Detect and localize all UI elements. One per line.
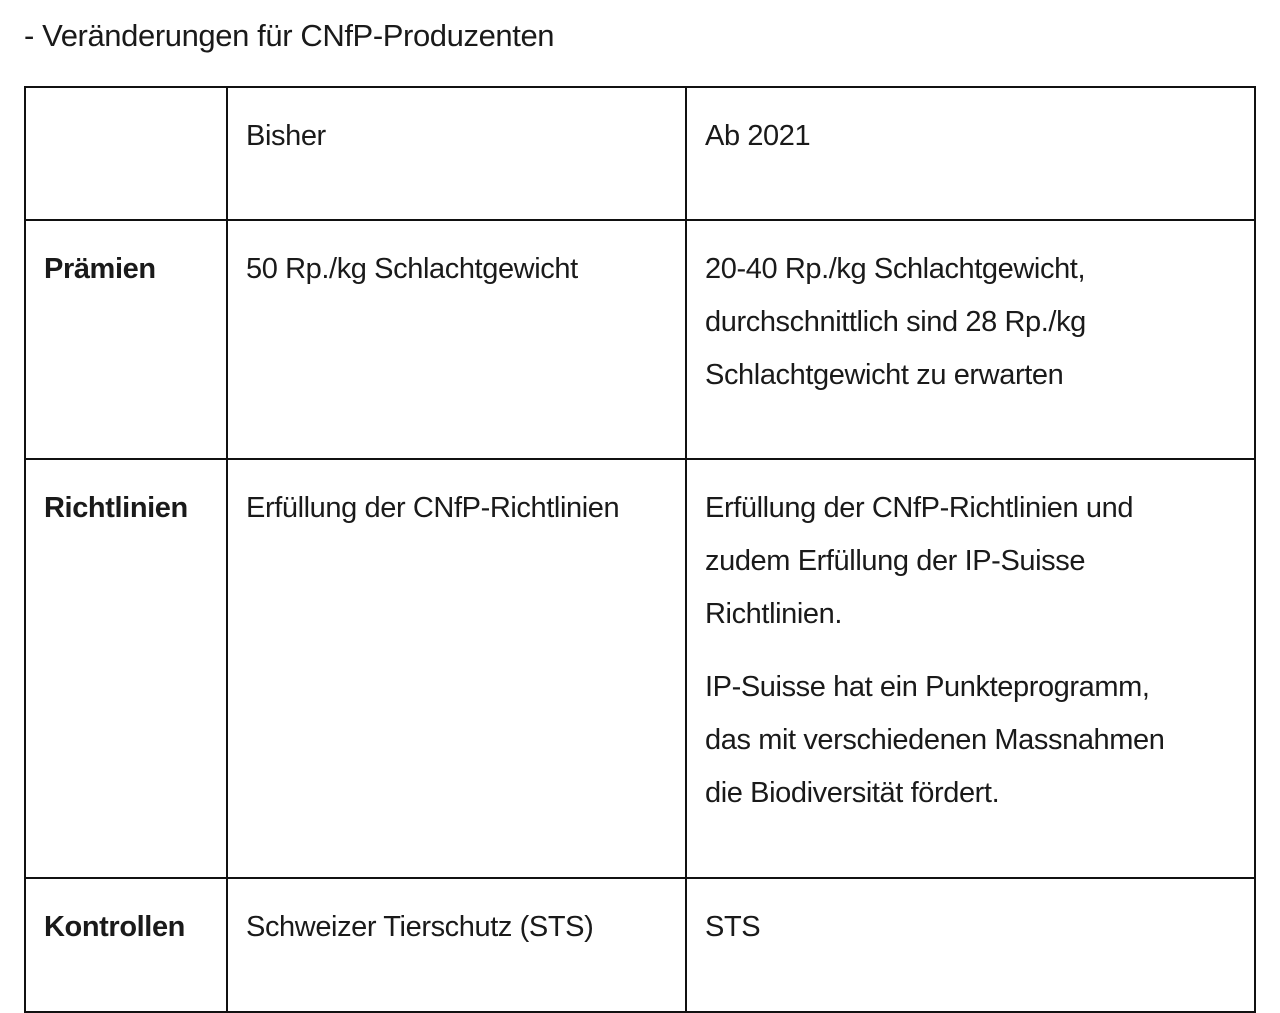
cell-line: Schlachtgewicht zu erwarten (705, 359, 1064, 391)
header-cell-empty (25, 87, 227, 220)
table-header-row (25, 87, 1255, 220)
row-label-praemien: Prämien (25, 220, 227, 459)
cell-line: durchschnittlich sind 28 Rp./kg (705, 306, 1086, 338)
cell-line: die Biodiversität fördert. (705, 777, 1000, 809)
page-heading: - Veränderungen für CNfP-Produzenten (24, 18, 555, 53)
cell-paragraph (705, 482, 1236, 641)
cell-line: IP-Suisse hat ein Punkteprogramm, (705, 671, 1150, 703)
cell-praemien-ab-2021 (686, 220, 1255, 459)
cell-line: zudem Erfüllung der IP-Suisse (705, 545, 1086, 577)
header-cell-bisher: Bisher (227, 87, 686, 220)
header-cell-ab-2021: Ab 2021 (686, 87, 1255, 220)
cell-richtlinien-bisher: Erfüllung der CNfP-Richtlinien (227, 459, 686, 878)
cell-kontrollen-bisher: Schweizer Tierschutz (STS) (227, 878, 686, 1012)
table-row-richtlinien (25, 459, 1255, 878)
cell-line: das mit verschiedenen Massnahmen (705, 724, 1165, 756)
table-row-praemien (25, 220, 1255, 459)
cell-praemien-bisher: 50 Rp./kg Schlachtgewicht (227, 220, 686, 459)
cell-line: Erfüllung der CNfP-Richtlinien und (705, 492, 1134, 524)
comparison-table (24, 86, 1256, 1013)
row-label-richtlinien: Richtlinien (25, 459, 227, 878)
cell-kontrollen-ab-2021: STS (686, 878, 1255, 1012)
cell-line: Richtlinien. (705, 598, 843, 630)
cell-line: 20-40 Rp./kg Schlachtgewicht, (705, 253, 1086, 285)
table-row-kontrollen (25, 878, 1255, 1012)
cell-richtlinien-ab-2021 (686, 459, 1255, 878)
row-label-kontrollen: Kontrollen (25, 878, 227, 1012)
cell-paragraph (705, 661, 1236, 820)
